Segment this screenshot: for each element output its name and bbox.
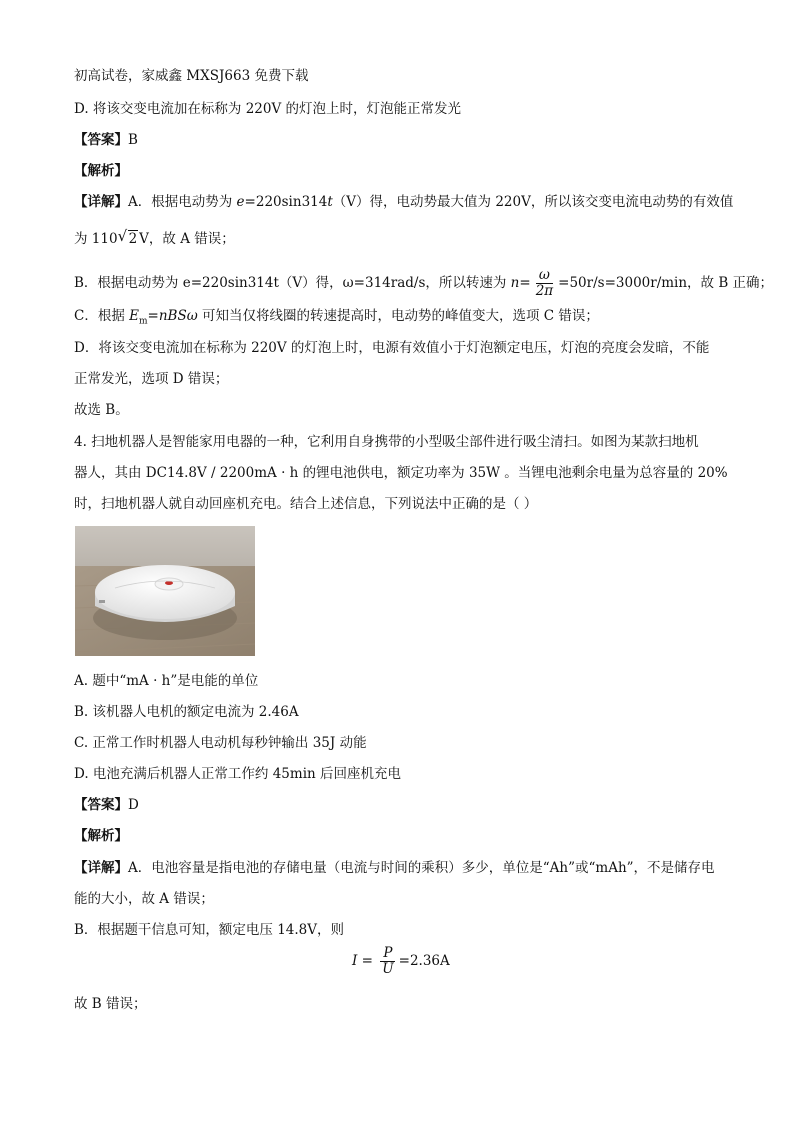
answer-value: B [128, 132, 138, 148]
answer-label: 【答案】 [74, 132, 128, 148]
prev-option-d: D. 将该交变电流加在标称为 220V 的灯泡上时，灯泡能正常发光 [74, 101, 462, 117]
answer-label: 【答案】 [74, 797, 128, 813]
robot-vacuum-photo [75, 526, 255, 656]
prev-detail-d-line2: 正常发光，选项 D 错误； [74, 371, 229, 387]
q4-detail-a-line1: 【详解】A．电池容量是指电池的存储电量（电流与时间的乘积）多少，单位是“Ah”或“mAh”，不是储存电 [74, 860, 715, 876]
q4-detail-b-conclusion: 故 B 错误； [74, 996, 147, 1012]
answer-value: D [128, 797, 139, 813]
prev-analysis-label: 【解析】 [74, 163, 128, 179]
robot-vacuum-image [75, 526, 255, 656]
current-equation: I = $\frac{P}{U}$ =2.36A [352, 945, 450, 977]
prev-answer [74, 130, 138, 150]
prev-conclusion: 故选 B。 [74, 402, 129, 418]
prev-detail-a-line1: 【详解】A．根据电动势为 e=220sin314t（V）得，电动势最大值为 220V，所以该交变电流电动势的有效值 [74, 194, 734, 210]
detail-label: 【详解】 [74, 860, 128, 876]
q4-answer [74, 795, 139, 815]
q4-option-d: D. 电池充满后机器人正常工作约 45min 后回座机充电 [74, 766, 401, 782]
q4-stem-line3: 时，扫地机器人就自动回座机充电。结合上述信息，下列说法中正确的是（ ） [74, 496, 538, 512]
q4-stem-line2: 器人，其由 DC14.8V / 2200mA · h 的锂电池供电，额定功率为 35W 。当锂电池剩余电量为总容量的 20% [74, 465, 728, 481]
prev-detail-c: C．根据 $E_m=nBS\omega$ 可知当仅将线圈的转速提高时，电动势的峰值变大，选项 C 错误； [74, 308, 599, 327]
fraction-omega-over-2pi: $\frac{\omega}{2\pi}$ [535, 267, 554, 299]
detail-label: 【详解】 [74, 194, 128, 210]
q4-analysis-label: 【解析】 [74, 828, 128, 844]
sqrt-symbol: √ 2 [117, 227, 138, 247]
q4-option-b: B. 该机器人电机的额定电流为 2.46A [74, 704, 299, 720]
fraction-p-over-u: $\frac{P}{U}$ [382, 945, 394, 977]
q4-option-c: C. 正常工作时机器人电动机每秒钟输出 35J 动能 [74, 735, 367, 751]
prev-detail-b: B．根据电动势为 e=220sin314t（V）得，ω=314rad/s，所以转速为 n= $\frac{\omega}{2\pi}$ =50r/s=3000r/min，故 B 正确； [74, 267, 774, 299]
prev-detail-a-line2: 为 110 √ 2 V，故 A 错误； [74, 227, 235, 247]
prev-detail-d-line1: D．将该交变电流加在标称为 220V 的灯泡上时，电源有效值小于灯泡额定电压，灯泡的亮度会发暗，不能 [74, 340, 710, 356]
q4-detail-b-line1: B．根据题干信息可知，额定电压 14.8V，则 [74, 922, 345, 938]
q4-detail-a-line2: 能的大小，故 A 错误； [74, 891, 214, 907]
q4-option-a: A. 题中“mA · h”是电能的单位 [74, 673, 259, 689]
q4-stem-line1: 4. 扫地机器人是智能家用电器的一种，它利用自身携带的小型吸尘部件进行吸尘清扫。如图为某款扫地机 [74, 434, 699, 450]
page-header-text: 初高试卷，家威鑫 MXSJ663 免费下载 [74, 68, 309, 84]
